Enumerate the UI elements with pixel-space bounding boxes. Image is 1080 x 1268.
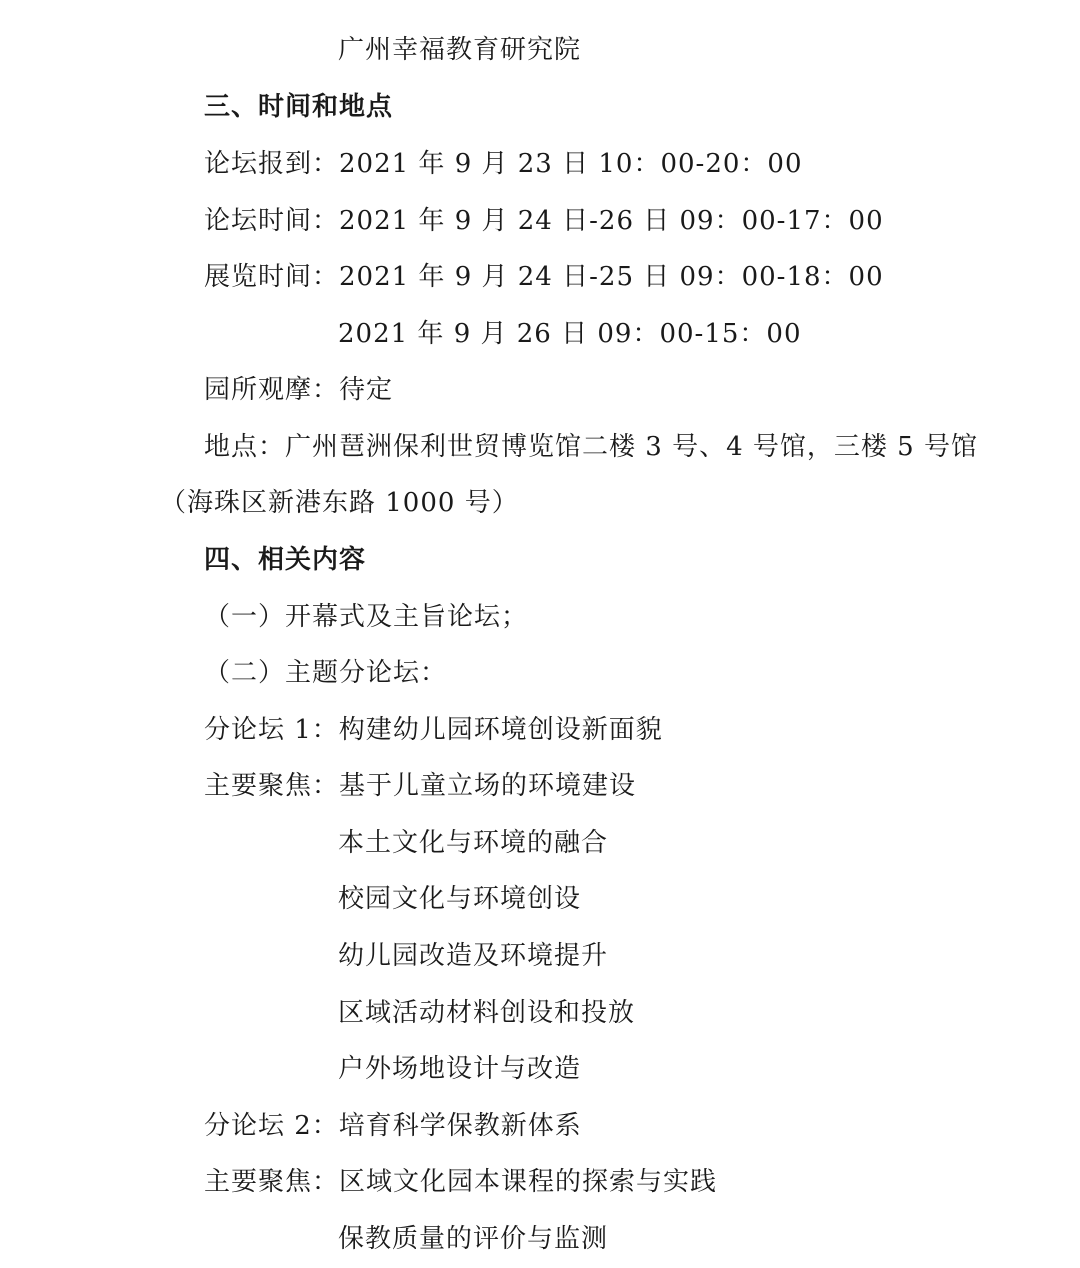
section-4-heading: 四、相关内容 bbox=[204, 545, 367, 575]
subforum-2-focus-item: 保教质量的评价与监测 bbox=[338, 1224, 609, 1254]
subforum-1-focus-item: 校园文化与环境创设 bbox=[338, 884, 582, 914]
subforum-1-title: 分论坛 1：构建幼儿园环境创设新面貌 bbox=[204, 715, 663, 745]
subforum-1-focus-item: 幼儿园改造及环境提升 bbox=[338, 941, 609, 971]
subforum-1-focus-item: 户外场地设计与改造 bbox=[338, 1054, 582, 1084]
subforum-2-focus: 主要聚焦：区域文化园本课程的探索与实践 bbox=[204, 1167, 718, 1197]
exhibition-time-2: 2021 年 9 月 26 日 09：00-15：00 bbox=[338, 319, 802, 349]
registration-time: 论坛报到：2021 年 9 月 23 日 10：00-20：00 bbox=[204, 149, 803, 179]
location: 地点：广州琶洲保利世贸博览馆二楼 3 号、4 号馆，三楼 5 号馆 bbox=[204, 432, 978, 462]
forum-time: 论坛时间：2021 年 9 月 24 日-26 日 09：00-17：00 bbox=[204, 206, 884, 236]
subforum-1-focus-item: 本土文化与环境的融合 bbox=[338, 828, 609, 858]
subforum-1-focus: 主要聚焦：基于儿童立场的环境建设 bbox=[204, 771, 637, 801]
location-address: （海珠区新港东路 1000 号） bbox=[160, 488, 519, 518]
subforum-2-title: 分论坛 2：培育科学保教新体系 bbox=[204, 1111, 582, 1141]
section-3-heading: 三、时间和地点 bbox=[204, 92, 394, 122]
subforum-1-focus-item: 区域活动材料创设和投放 bbox=[338, 998, 636, 1028]
content-item-1: （一）开幕式及主旨论坛； bbox=[204, 602, 529, 632]
exhibition-time: 展览时间：2021 年 9 月 24 日-25 日 09：00-18：00 bbox=[204, 262, 884, 292]
visit-time: 园所观摩：待定 bbox=[204, 375, 394, 405]
organizer-line: 广州幸福教育研究院 bbox=[338, 35, 582, 65]
content-item-2: （二）主题分论坛： bbox=[204, 658, 448, 688]
